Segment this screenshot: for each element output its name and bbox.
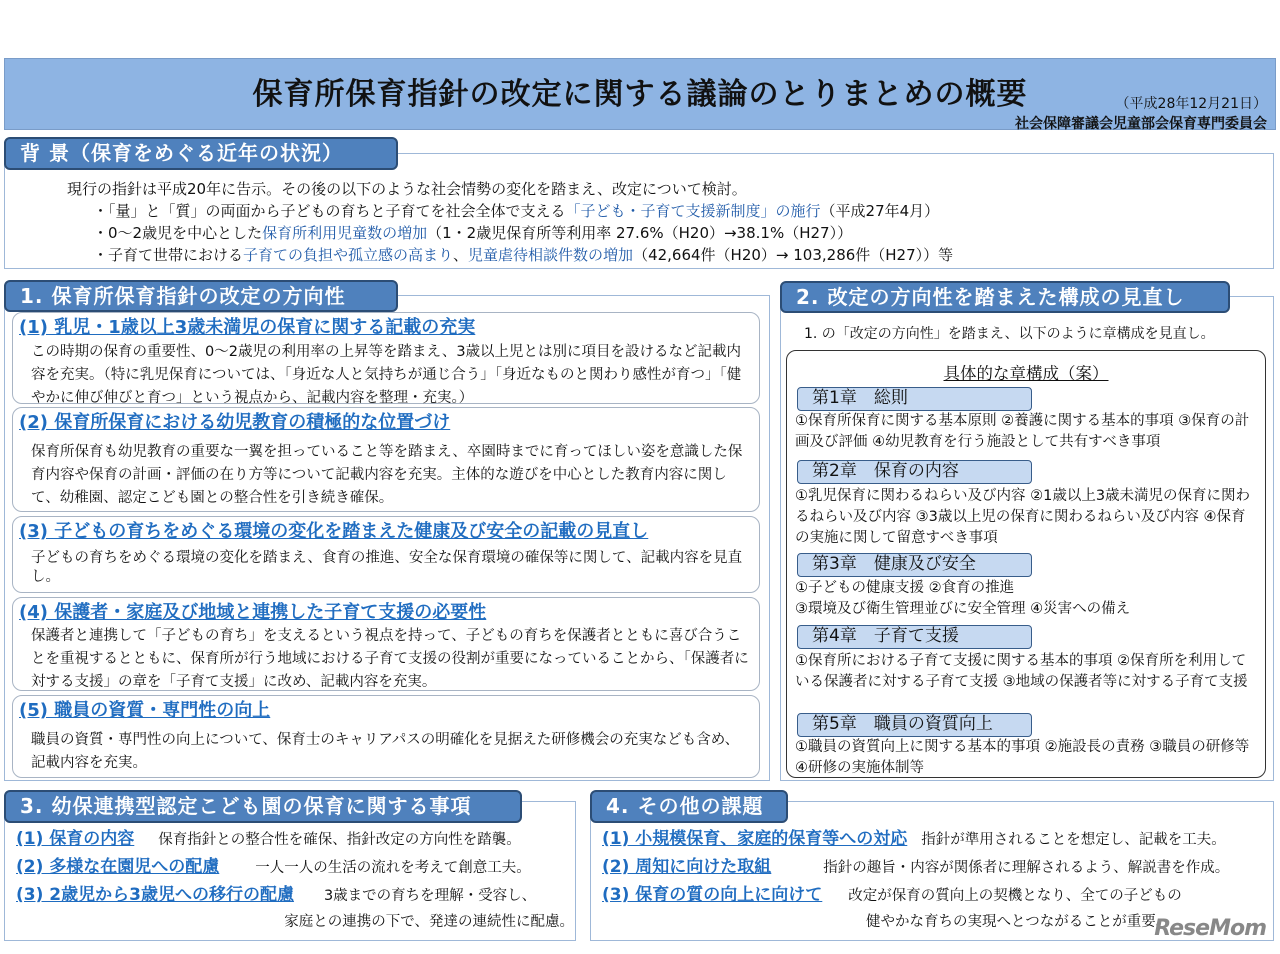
chapter-1-body: ①保育所保育に関する基本原則 ②養護に関する基本的事項 ③保育の計画及び評価 ④幼児教育を行う施設として共有すべき事項 xyxy=(795,413,1250,450)
row-head: (2) 周知に向けた取組 xyxy=(602,857,772,877)
row-text: 一人一人の生活の流れを考えて創意工夫。 xyxy=(255,860,531,876)
row-head: (2) 多様な在園児への配慮 xyxy=(16,857,220,877)
highlighted-text: 保育所利用児童数の増加 xyxy=(262,224,428,242)
chapter-3-body: ①子どもの健康支援 ②食育の推進 ③環境及び衛生管理並びに安全管理 ④災害への備え xyxy=(795,580,1131,617)
chapter-2-label: 第2章 保育の内容 xyxy=(797,460,1032,484)
chapter-2-body: ①乳児保育に関わるねらい及び内容 ②1歳以上3歳未満児の保育に関わるねらい及び内容 ③3歳以上児の保育に関わるねらい及び内容 ④保育の実施に関して留意すべき事項 xyxy=(795,488,1251,546)
text-segment: 現行の指針は平成20年に告示。その後の以下のような社会情勢の変化を踏まえ、改定について検討。 xyxy=(67,180,747,198)
highlighted-text: 児童虐待相談件数の増加 xyxy=(468,246,634,264)
background-line xyxy=(67,178,747,199)
section1-item-1 xyxy=(12,312,760,404)
text-segment: （1・2歳児保育所等利用率 27.6%（H20）→38.1%（H27）） xyxy=(427,224,853,242)
organization: 社会保障審議会児童部会保育専門委員会 xyxy=(1015,116,1267,132)
item-body: 保護者と連携して「子どもの育ち」を支えるという視点を持って、子どもの育ちを保護者とともに喜び合うことを重視するとともに、保育所が行う地域における子育て支援の役割が重要になっていることから、「保護者に対する支援」の章を「子育て支援」に改め、記載内容を充実。 xyxy=(31,628,749,690)
section1-item-5 xyxy=(12,695,760,778)
row-text: 改定が保育の質向上の契機となり、全ての子どもの xyxy=(848,888,1182,904)
text-segment: ・子育て世帯における xyxy=(93,246,244,264)
item-body: 保育所保育も幼児教育の重要な一翼を担っていること等を踏まえ、卒園時までに育ってほしい姿を意識した保育内容や保育の計画・評価の在り方等について記載内容を充実。主体的な遊びを中心とした教育内容に関して、幼稚園、認定こども園との整合性を引き続き確保。 xyxy=(31,444,743,506)
row-text: 指針が準用されることを想定し、記載を工夫。 xyxy=(921,832,1226,848)
row-text: 指針の趣旨・内容が関係者に理解されるよう、解説書を作成。 xyxy=(823,860,1230,876)
background-tab: 背 景（保育をめぐる近年の状況） xyxy=(4,137,398,170)
highlighted-text: 子育ての負担や孤立感の高まり xyxy=(243,246,454,264)
row-text: 保育指針との整合性を確保、指針改定の方向性を踏襲。 xyxy=(158,832,521,848)
row-head: (1) 小規模保育、家庭的保育等への対応 xyxy=(602,829,908,849)
title-banner xyxy=(4,58,1276,130)
date: （平成28年12月21日） xyxy=(1115,96,1267,112)
section1-item-4 xyxy=(12,597,760,691)
section4-tab: 4. その他の課題 xyxy=(590,790,788,823)
item-body: 職員の資質・専門性の向上について、保育士のキャリアパスの明確化を見据えた研修機会の充実なども含め、記載内容を充実。 xyxy=(31,732,740,771)
chapter-4-label: 第4章 子育て支援 xyxy=(797,625,1032,649)
text-segment: （42,664件（H20）→ 103,286件（H27））等 xyxy=(633,246,954,264)
chapter-4-body: ①保育所における子育て支援に関する基本的事項 ②保育所を利用している保護者に対する子育て支援 ③地域の保護者等に対する子育て支援 xyxy=(795,653,1248,690)
section4-row-2 xyxy=(602,852,1229,877)
section2-tab: 2. 改定の方向性を踏まえた構成の見直し xyxy=(780,281,1230,313)
chapter-1-label: 第1章 総則 xyxy=(797,387,1032,411)
item-title: (3) 子どもの育ちをめぐる環境の変化を踏まえた健康及び安全の記載の見直し xyxy=(19,521,649,542)
row-head: (1) 保育の内容 xyxy=(16,829,135,849)
highlighted-text: 「子ども・子育て支援新制度」の施行 xyxy=(565,202,821,220)
section3-row-2 xyxy=(16,852,531,877)
chapter-3-label: 第3章 健康及び安全 xyxy=(797,553,1032,577)
chapter-5-label: 第5章 職員の資質向上 xyxy=(797,713,1032,737)
item-title: (1) 乳児・1歳以上3歳未満児の保育に関する記載の充実 xyxy=(19,317,476,338)
watermark-logo: ReseMom xyxy=(1154,916,1266,941)
section1-item-3 xyxy=(12,516,760,593)
section4-row-3 xyxy=(602,880,1182,905)
section4-row-3-cont: 健やかな育ちの実現へとつながることが重要。 xyxy=(866,914,1171,930)
section3-row-3 xyxy=(16,880,536,905)
item-body: この時期の保育の重要性、0～2歳児の利用率の上昇等を踏まえ、3歳以上児とは別に項目を設けるなど記載内容を充実。（特に乳児保育については、「身近な人と気持ちが通じ合う」「身近なものと関わり感性が育つ」「健やかに伸び伸びと育つ」という視点から、記載内容を整理・充実。） xyxy=(31,344,742,406)
item-title: (4) 保護者・家庭及び地域と連携した子育て支援の必要性 xyxy=(19,602,487,623)
item-body: 子どもの育ちをめぐる環境の変化を踏まえ、食育の推進、安全な保育環境の確保等に関して、記載内容を見直し。 xyxy=(31,550,743,585)
item-title: (5) 職員の資質・専門性の向上 xyxy=(19,700,271,721)
page-title: 保育所保育指針の改定に関する議論のとりまとめの概要 xyxy=(252,77,1028,112)
row-head: (3) 保育の質の向上に向けて xyxy=(602,885,823,905)
text-segment: ・0～2歳児を中心とした xyxy=(93,224,263,242)
row-head: (3) 2歳児から3歳児への移行の配慮 xyxy=(16,885,294,905)
background-panel xyxy=(4,153,1274,269)
section4-row-1 xyxy=(602,824,1226,849)
row-text: 3歳までの育ちを理解・受容し、 xyxy=(323,888,537,904)
background-line xyxy=(93,222,852,243)
item-title: (2) 保育所保育における幼児教育の積極的な位置づけ xyxy=(19,412,451,433)
text-segment: ・「量」と「質」の両面から子どもの育ちと子育てを社会全体で支える xyxy=(93,202,566,220)
text-segment: （平成27年4月） xyxy=(820,202,940,220)
chapter-structure-title: 具体的な章構成（案） xyxy=(943,364,1109,383)
background-line xyxy=(93,200,939,221)
section3-row-3-cont: 家庭との連携の下で、発達の連続性に配慮。 xyxy=(284,914,574,930)
section1-tab: 1. 保育所保育指針の改定の方向性 xyxy=(4,280,398,312)
section3-tab: 3. 幼保連携型認定こども園の保育に関する事項 xyxy=(4,790,522,823)
chapter-structure-box xyxy=(786,350,1266,778)
section1-item-2 xyxy=(12,407,760,512)
chapter-5-body: ①職員の資質向上に関する基本的事項 ②施設長の責務 ③職員の研修等 ④研修の実施体制等 xyxy=(795,739,1250,776)
section2-intro: 1. の「改定の方向性」を踏まえ、以下のように章構成を見直し。 xyxy=(804,326,1215,342)
section3-row-1 xyxy=(16,824,521,849)
text-segment: 、 xyxy=(453,246,469,264)
background-line xyxy=(93,244,953,265)
